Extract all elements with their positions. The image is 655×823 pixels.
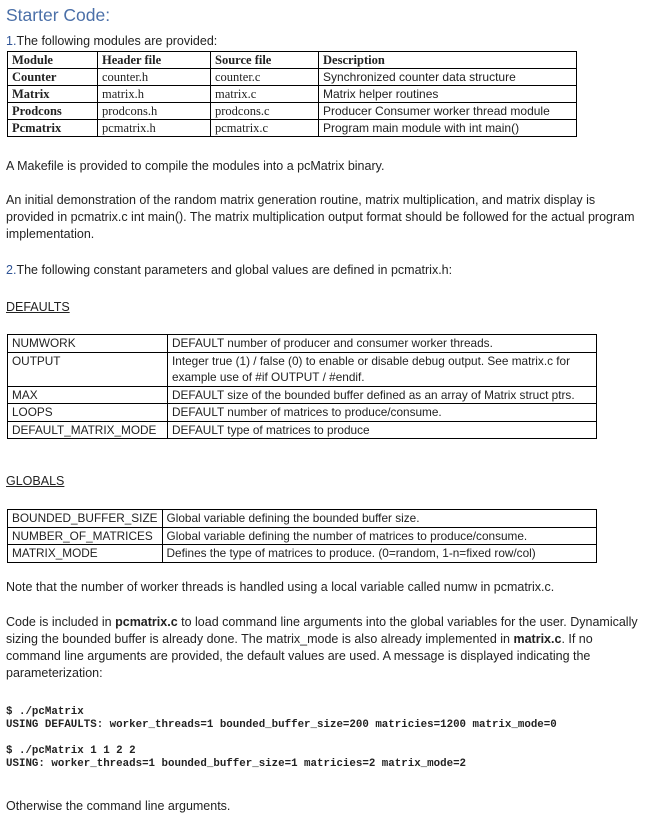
module-name: Prodcons (8, 103, 98, 120)
code-paragraph (6, 614, 646, 682)
code-block-args: $ ./pcMatrix 1 1 2 2 USING: worker_threads=1 bounded_buffer_size=1 matricies=2 matrix_mode=2 (6, 745, 467, 770)
code-block-defaults: $ ./pcMatrix USING DEFAULTS: worker_threads=1 bounded_buffer_size=200 matricies=1200 matrix_mode=0 (6, 706, 557, 731)
demo-paragraph: An initial demonstration of the random matrix generation routine, matrix multiplication, and matrix display is provided in pcmatrix.c int main(). The matrix multiplication output format should be followed for the actual program implementation. (6, 193, 635, 241)
param-name: LOOPS (8, 404, 168, 422)
table-row (8, 404, 597, 422)
header-description: Description (319, 52, 577, 69)
table-row (8, 120, 577, 137)
table-row (8, 510, 597, 528)
param-name: NUMWORK (8, 335, 168, 353)
param-description: DEFAULT type of matrices to produce (168, 421, 597, 439)
global-name: NUMBER_OF_MATRICES (8, 527, 163, 545)
param-description: Integer true (1) / false (0) to enable or disable debug output. See matrix.c for example use of #if OUTPUT / #endif. (168, 352, 597, 386)
matrix-filename: matrix.c (513, 632, 562, 646)
numw-paragraph: Note that the number of worker threads is handled using a local variable called numw in pcmatrix.c. (6, 580, 555, 594)
header-file: pcmatrix.h (98, 120, 211, 137)
header-file: counter.h (98, 69, 211, 86)
section-2-text: The following constant parameters and global values are defined in pcmatrix.h: (16, 263, 453, 277)
table-row (8, 69, 577, 86)
module-name: Matrix (8, 86, 98, 103)
source-file: pcmatrix.c (211, 120, 319, 137)
param-name: DEFAULT_MATRIX_MODE (8, 421, 168, 439)
otherwise-paragraph: Otherwise the command line arguments. (6, 799, 231, 813)
source-file: prodcons.c (211, 103, 319, 120)
param-name: MAX (8, 386, 168, 404)
global-description: Global variable defining the number of matrices to produce/consume. (162, 527, 596, 545)
description: Matrix helper routines (319, 86, 577, 103)
module-name: Counter (8, 69, 98, 86)
header-file: prodcons.h (98, 103, 211, 120)
table-row (8, 545, 597, 563)
description: Producer Consumer worker thread module (319, 103, 577, 120)
defaults-table (7, 334, 597, 439)
header-module: Module (8, 52, 98, 69)
code-paragraph-part: Code is included in (6, 615, 116, 629)
globals-table (7, 509, 597, 563)
table-row (8, 86, 577, 103)
param-name: OUTPUT (8, 352, 168, 386)
global-description: Global variable defining the bounded buffer size. (162, 510, 596, 528)
section-1-text: The following modules are provided: (16, 34, 218, 48)
table-row (8, 335, 597, 353)
source-file: counter.c (211, 69, 319, 86)
section-2-number: 2. (6, 263, 17, 277)
header-source-file: Source file (211, 52, 319, 69)
table-row (8, 527, 597, 545)
modules-table (7, 51, 577, 137)
code-paragraph-part: . If no command line arguments are provided, the default values are used. A message is displayed indicating the parameterization: (6, 632, 593, 680)
header-header-file: Header file (98, 52, 211, 69)
modules-table-header (8, 52, 577, 69)
pcmatrix-filename: pcmatrix.c (115, 615, 178, 629)
table-row (8, 352, 597, 386)
global-name: BOUNDED_BUFFER_SIZE (8, 510, 163, 528)
section-2-heading (6, 262, 646, 279)
table-row (8, 103, 577, 120)
section-1-heading (6, 33, 217, 50)
table-row (8, 421, 597, 439)
globals-heading: GLOBALS (6, 474, 65, 488)
global-name: MATRIX_MODE (8, 545, 163, 563)
section-1-number: 1. (6, 34, 17, 48)
makefile-paragraph: A Makefile is provided to compile the modules into a pcMatrix binary. (6, 159, 385, 173)
table-row (8, 386, 597, 404)
description: Program main module with int main() (319, 120, 577, 137)
param-description: DEFAULT number of producer and consumer worker threads. (168, 335, 597, 353)
param-description: DEFAULT number of matrices to produce/consume. (168, 404, 597, 422)
param-description: DEFAULT size of the bounded buffer defined as an array of Matrix struct ptrs. (168, 386, 597, 404)
source-file: matrix.c (211, 86, 319, 103)
code-paragraph-part: to load command line arguments into the global variables for the user. Dynamically sizing the bounded buffer is already done. The matrix_mode is also already implemented in (6, 615, 638, 646)
page-title: Starter Code: (6, 5, 111, 25)
header-file: matrix.h (98, 86, 211, 103)
global-description: Defines the type of matrices to produce. (0=random, 1-n=fixed row/col) (162, 545, 596, 563)
defaults-heading: DEFAULTS (6, 300, 70, 314)
module-name: Pcmatrix (8, 120, 98, 137)
description: Synchronized counter data structure (319, 69, 577, 86)
